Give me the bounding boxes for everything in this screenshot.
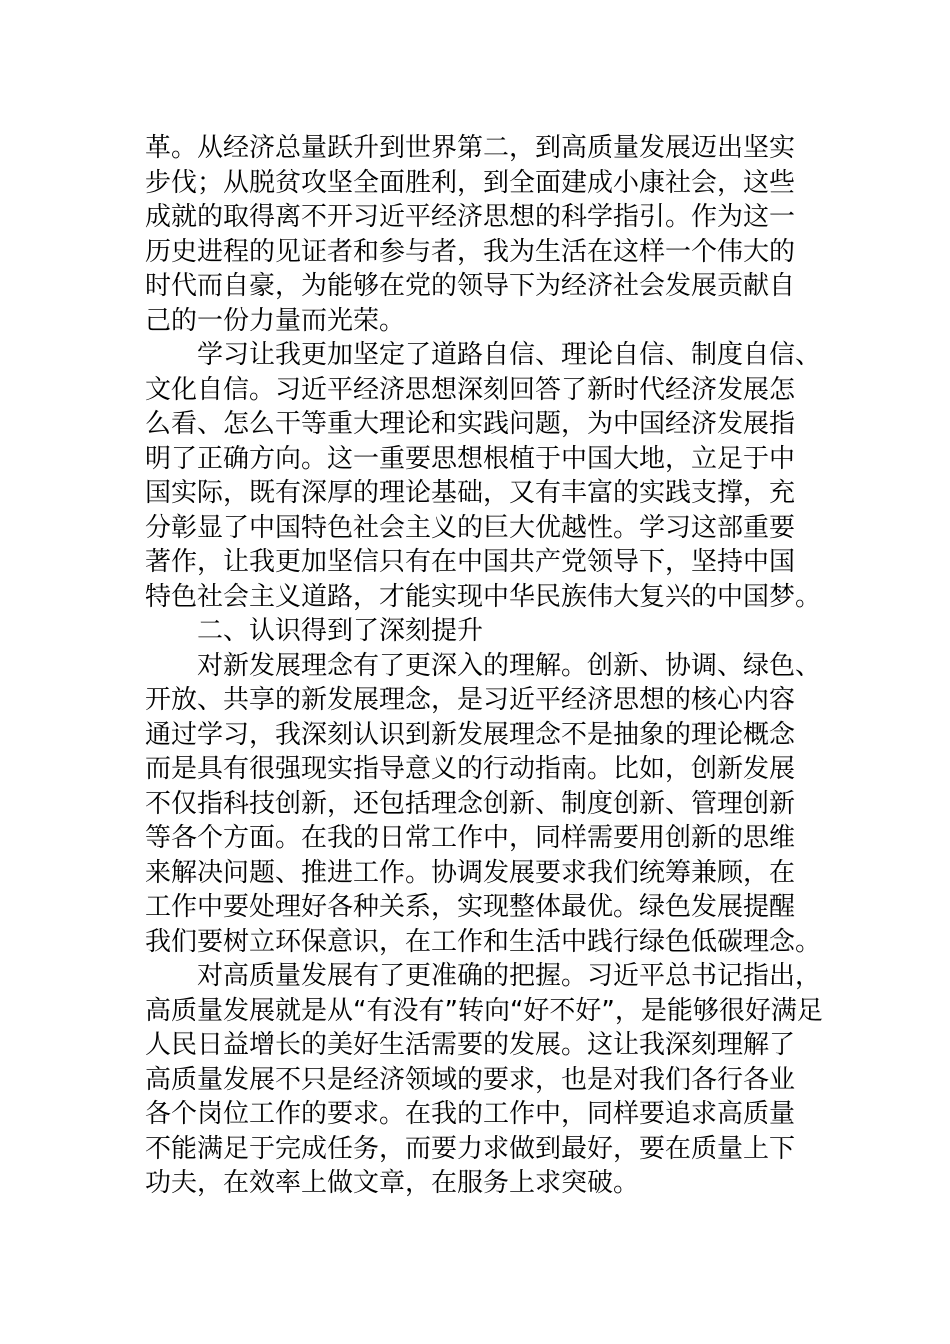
text-line: 不仅指科技创新，还包括理念创新、制度创新、管理创新 [145,788,796,819]
text-line: 人民日益增长的美好生活需要的发展。这让我深刻理解了 [145,1030,796,1060]
text-line: 步伐；从脱贫攻坚全面胜利，到全面建成小康社会，这些 [145,167,796,198]
text-line: 成就的取得离不开习近平经济思想的科学指引。作为这一 [145,202,796,232]
text-line: 二、认识得到了深刻提升 [197,616,484,646]
text-line: 国实际，既有深厚的理论基础，又有丰富的实践支撑，充 [145,478,796,508]
text-line: 来解决问题、推进工作。协调发展要求我们统筹兼顾，在 [145,857,796,888]
text-line: 开放、共享的新发展理念，是习近平经济思想的核心内容 [145,685,796,715]
text-line: 明了正确方向。这一重要思想根植于中国大地，立足于中 [145,443,796,474]
text-line: 各个岗位工作的要求。在我的工作中，同样要追求高质量 [145,1099,796,1129]
text-line: 特色社会主义道路，才能实现中华民族伟大复兴的中国梦。 [145,581,822,612]
text-line: 著作，让我更加坚信只有在中国共产党领导下，坚持中国 [145,547,796,577]
text-line: 么看、怎么干等重大理论和实践问题，为中国经济发展指 [145,409,796,439]
text-line: 我们要树立环保意识，在工作和生活中践行绿色低碳理念。 [145,926,822,957]
text-line: 历史进程的见证者和参与者，我为生活在这样一个伟大的 [145,236,796,267]
text-line: 等各个方面。在我的日常工作中，同样需要用创新的思维 [145,823,796,853]
text-line: 学习让我更加坚定了道路自信、理论自信、制度自信、 [197,340,822,370]
text-line: 工作中要处理好各种关系，实现整体最优。绿色发展提醒 [145,892,796,922]
text-line: 分彰显了中国特色社会主义的巨大优越性。学习这部重要 [145,512,796,543]
text-line: 高质量发展就是从“有没有”转向“好不好”，是能够很好满足 [145,995,823,1026]
text-line: 不能满足于完成任务，而要力求做到最好，要在质量上下 [145,1133,796,1164]
text-line: 而是具有很强现实指导意义的行动指南。比如，创新发展 [145,754,796,784]
document-body [145,131,823,1201]
text-line: 时代而自豪，为能够在党的领导下为经济社会发展贡献自 [145,271,796,301]
text-line: 功夫，在效率上做文章，在服务上求突破。 [145,1168,640,1198]
text-line: 文化自信。习近平经济思想深刻回答了新时代经济发展怎 [145,374,796,405]
text-line: 革。从经济总量跃升到世界第二，到高质量发展迈出坚实 [145,133,796,163]
text-line: 高质量发展不只是经济领域的要求，也是对我们各行各业 [145,1064,796,1095]
text-line: 对新发展理念有了更深入的理解。创新、协调、绿色、 [197,650,822,681]
text-line: 通过学习，我深刻认识到新发展理念不是抽象的理论概念 [145,719,796,750]
text-line: 己的一份力量而光荣。 [145,305,406,336]
text-line: 对高质量发展有了更准确的把握。习近平总书记指出， [197,961,822,991]
